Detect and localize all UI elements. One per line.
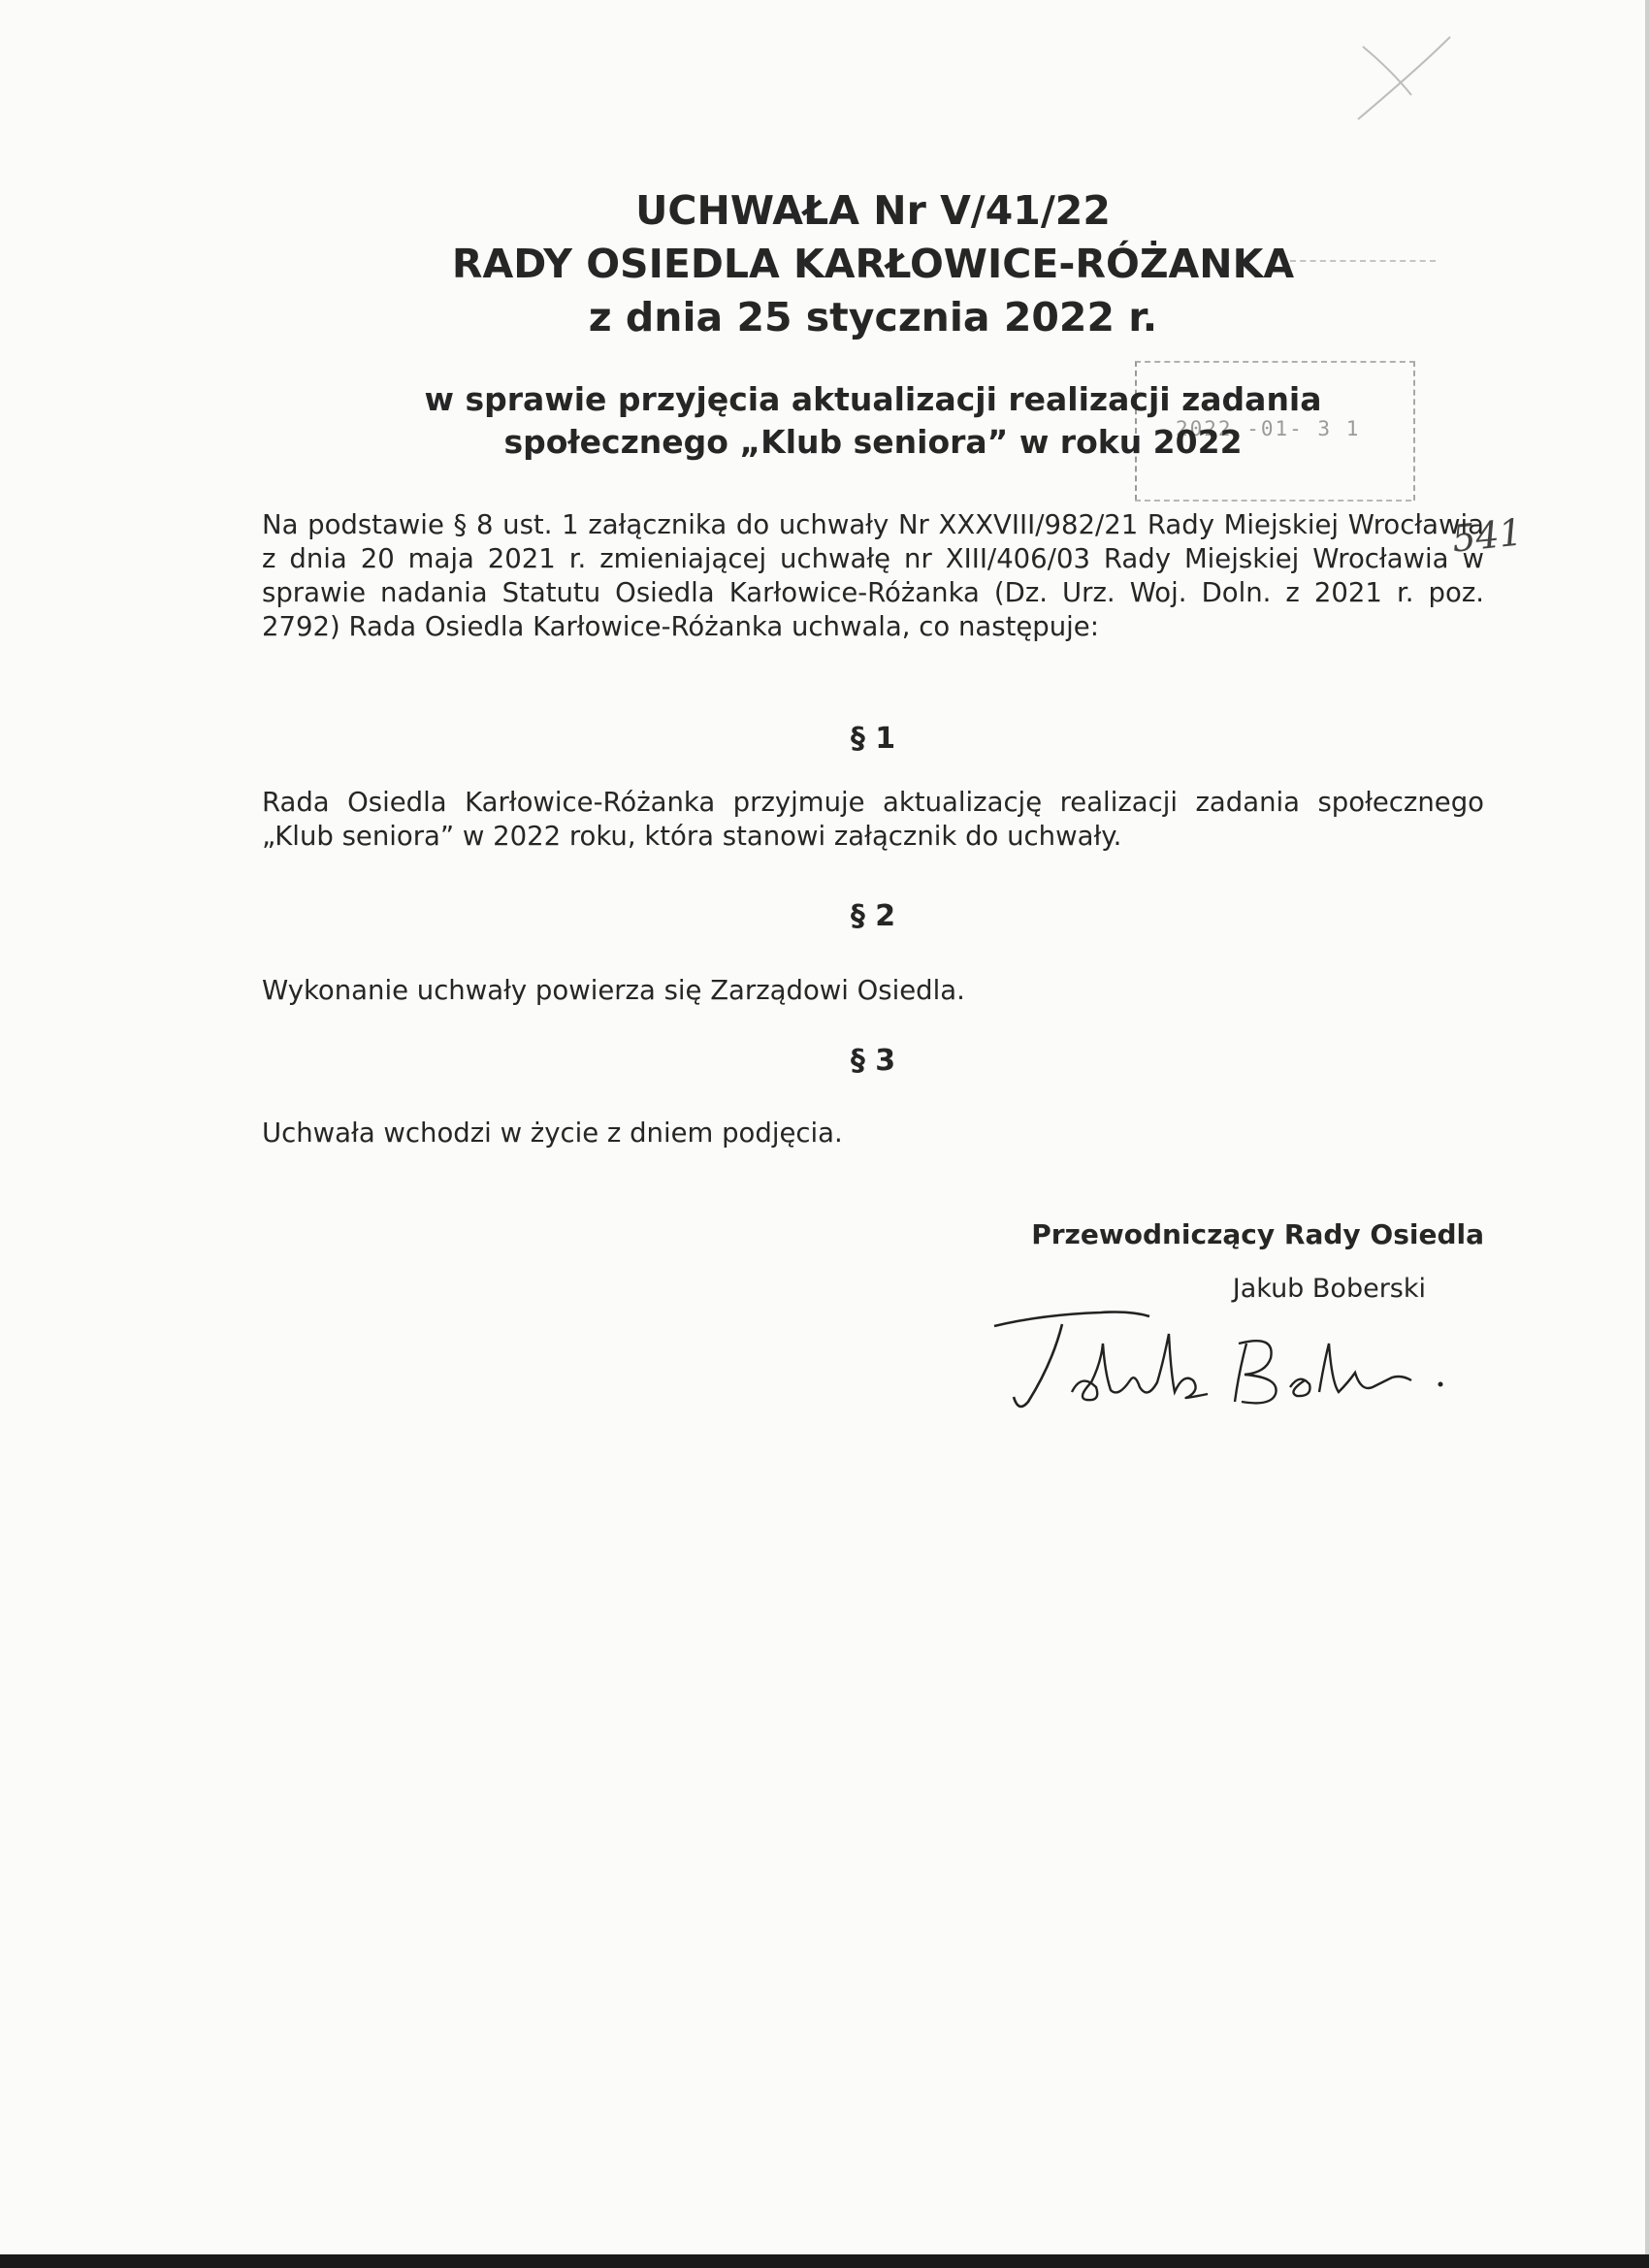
subject-line-1: w sprawie przyjęcia aktualizacji realizacji zadania: [424, 380, 1322, 418]
handwritten-signature: [985, 1305, 1460, 1421]
resolution-subject: [320, 378, 1426, 464]
council-name: RADY OSIEDLA KARŁOWICE-RÓŻANKA: [451, 241, 1295, 287]
stamp-top-line: [1290, 260, 1436, 262]
scan-edge-bottom: [0, 2254, 1649, 2268]
section-1-heading: § 1: [850, 722, 896, 756]
corner-pencil-mark: [1343, 27, 1470, 134]
resolution-number: UCHWAŁA Nr V/41/22: [635, 187, 1111, 234]
scan-edge-right: [1645, 0, 1649, 2268]
section-3-heading: § 3: [850, 1044, 896, 1078]
legal-basis-paragraph: Na podstawie § 8 ust. 1 załącznika do uchwały Nr XXXVIII/982/21 Rady Miejskiej Wrocławia z dnia 20 maja 2021 r. zmieniającej uchwałę nr XIII/406/03 Rady Miejskiej Wrocławia w sprawie nadania Statutu Osiedla Karłowice-Różanka (Dz. Urz. Woj. Doln. z 2021 r. poz. 2792) Rada Osiedla Karłowice-Różanka uchwala, co następuje:: [262, 509, 1484, 642]
subject-line-2: społecznego „Klub seniora” w roku 2022: [503, 423, 1243, 461]
section-1-text: Rada Osiedla Karłowice-Różanka przyjmuje aktualizację realizacji zadania społecznego „Klub seniora” w 2022 roku, która stanowi załącznik do uchwały.: [262, 787, 1484, 852]
handwritten-number: 541: [1449, 510, 1525, 561]
stamp-bottom-line: [1135, 500, 1411, 502]
section-2-text: Wykonanie uchwały powierza się Zarządowi Osiedla.: [262, 975, 965, 1006]
section-3-text: Uchwała wchodzi w życie z dniem podjęcia.: [262, 1118, 843, 1149]
signatory-name: Jakub Boberski: [1232, 1274, 1426, 1304]
resolution-title: [320, 184, 1426, 344]
stamp-date: 2022 -01- 3 1: [1176, 417, 1361, 440]
resolution-date: z dnia 25 stycznia 2022 r.: [588, 294, 1158, 340]
section-2-heading: § 2: [850, 899, 896, 933]
signatory-role: Przewodniczący Rady Osiedla: [1031, 1218, 1484, 1250]
